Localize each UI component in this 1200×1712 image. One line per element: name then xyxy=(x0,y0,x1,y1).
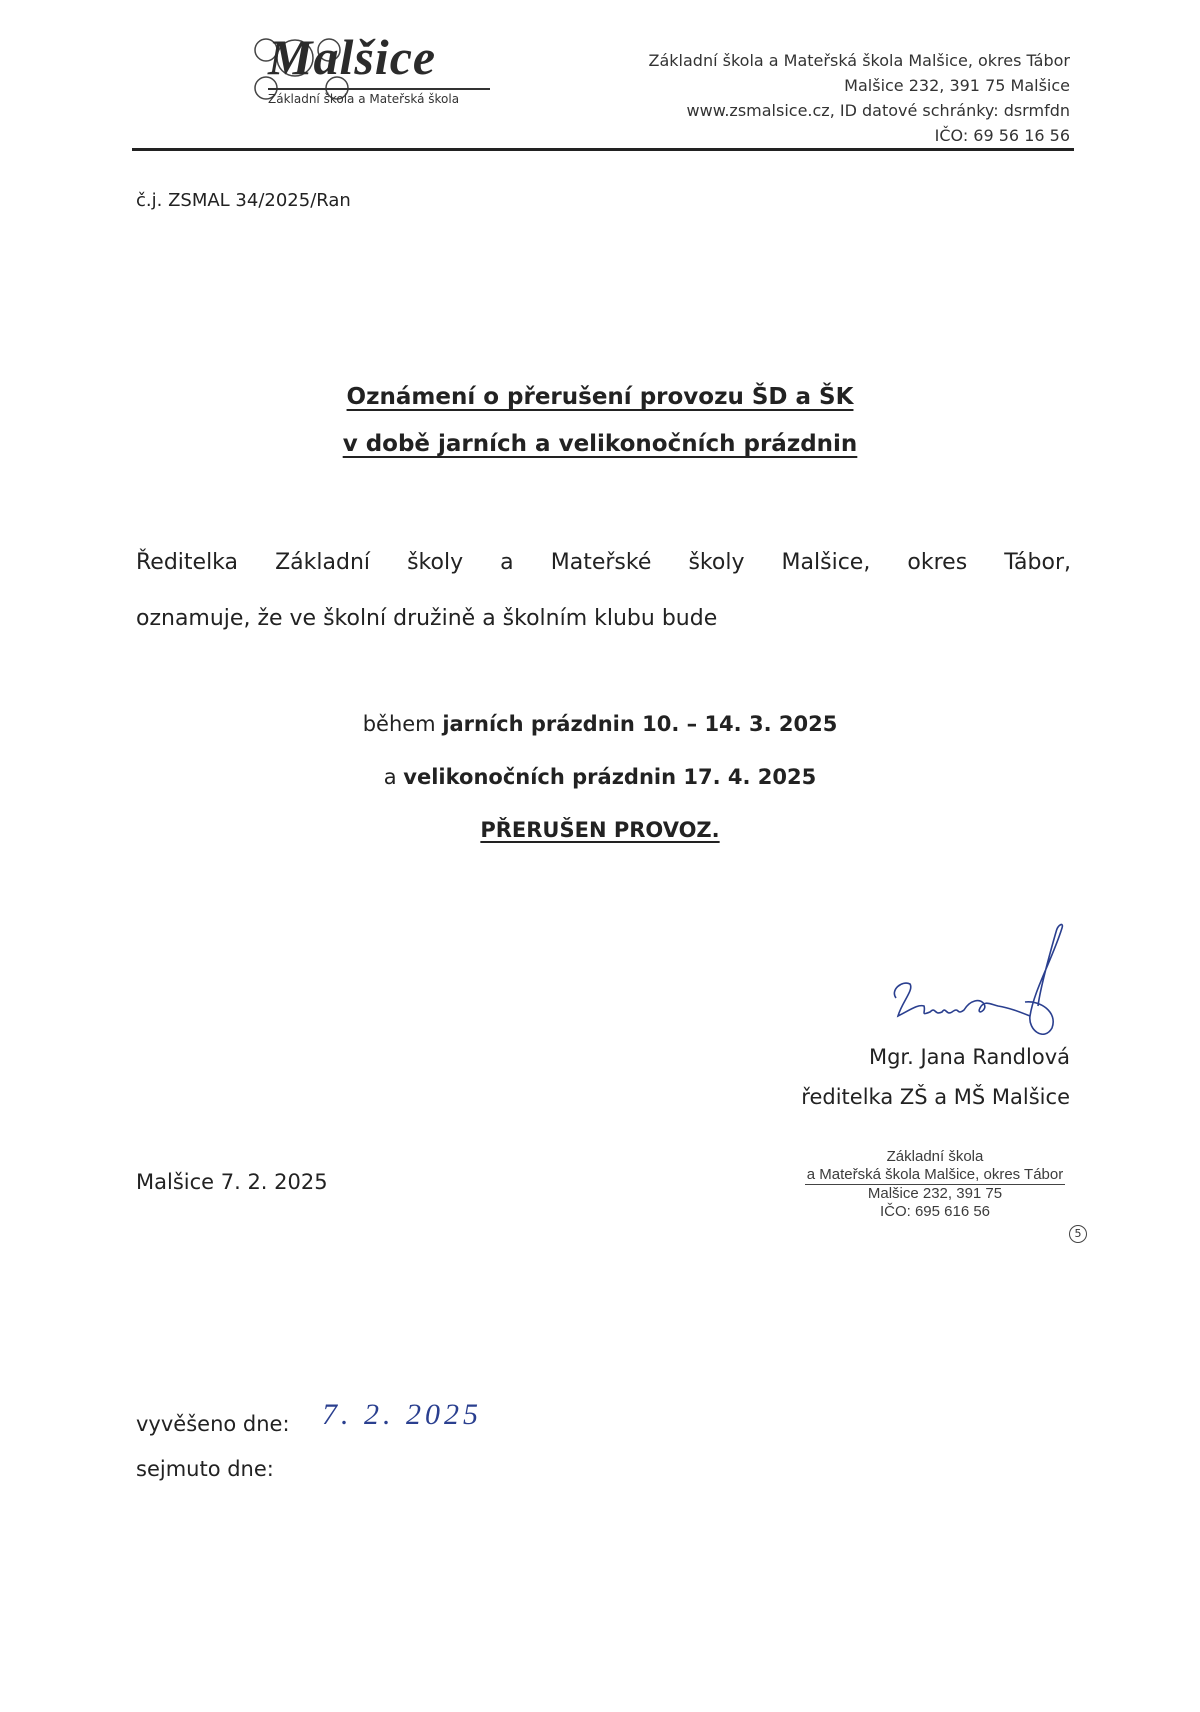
logo-wordmark: Malšice xyxy=(268,29,437,85)
place-and-date: Malšice 7. 2. 2025 xyxy=(136,1170,328,1194)
signatory-name: Mgr. Jana Randlová xyxy=(868,1045,1070,1069)
document-title xyxy=(0,374,1200,468)
school-address xyxy=(649,48,1070,148)
logo-subtitle: Základní škola a Mateřská škola xyxy=(268,92,460,106)
handwritten-signature xyxy=(880,920,1080,1040)
posted-date-label: vyvěšeno dne: xyxy=(136,1412,290,1436)
address-line: www.zsmalsice.cz, ID datové schránky: dsrmfdn xyxy=(686,101,1070,120)
stamp-number-badge: 5 xyxy=(1069,1225,1087,1243)
removed-date-label: sejmuto dne: xyxy=(136,1457,274,1481)
signatory-role: ředitelka ZŠ a MŠ Malšice xyxy=(801,1085,1070,1109)
reference-number: č.j. ZSMAL 34/2025/Ran xyxy=(136,190,351,211)
stamp-line: Základní škola xyxy=(886,1148,984,1165)
spring-holiday-dates: jarních prázdnin 10. – 14. 3. 2025 xyxy=(442,712,838,736)
announcement-text-line-2: oznamuje, že ve školní družině a školním klubu bude xyxy=(136,606,718,631)
spring-holiday-line xyxy=(0,712,1200,736)
operation-suspended-notice: PŘERUŠEN PROVOZ. xyxy=(480,818,720,842)
stamp-line: a Mateřská škola Malšice, okres Tábor xyxy=(806,1166,1064,1183)
school-stamp xyxy=(770,1148,1100,1221)
title-line-2: v době jarních a velikonočních prázdnin xyxy=(342,431,858,457)
stamp-line: Malšice 232, 391 75 xyxy=(867,1185,1003,1202)
stamp-line: IČO: 695 616 56 xyxy=(879,1203,991,1220)
address-line: IČO: 69 56 16 56 xyxy=(934,126,1070,145)
posted-date-handwritten: 7. 2. 2025 xyxy=(322,1398,482,1431)
line-prefix: a xyxy=(383,765,404,789)
easter-holiday-dates: velikonočních prázdnin 17. 4. 2025 xyxy=(403,765,817,789)
logo-underline xyxy=(268,88,490,90)
announcement-text-line-1: Ředitelka Základní školy a Mateřské školy Malšice, okres Tábor, xyxy=(136,550,1071,575)
easter-holiday-line xyxy=(0,765,1200,789)
address-line: Malšice 232, 391 75 Malšice xyxy=(844,76,1070,95)
title-line-1: Oznámení o přerušení provozu ŠD a ŠK xyxy=(346,384,854,410)
header-divider xyxy=(132,148,1074,151)
address-line: Základní škola a Mateřská škola Malšice, okres Tábor xyxy=(648,51,1070,70)
line-prefix: během xyxy=(362,712,443,736)
